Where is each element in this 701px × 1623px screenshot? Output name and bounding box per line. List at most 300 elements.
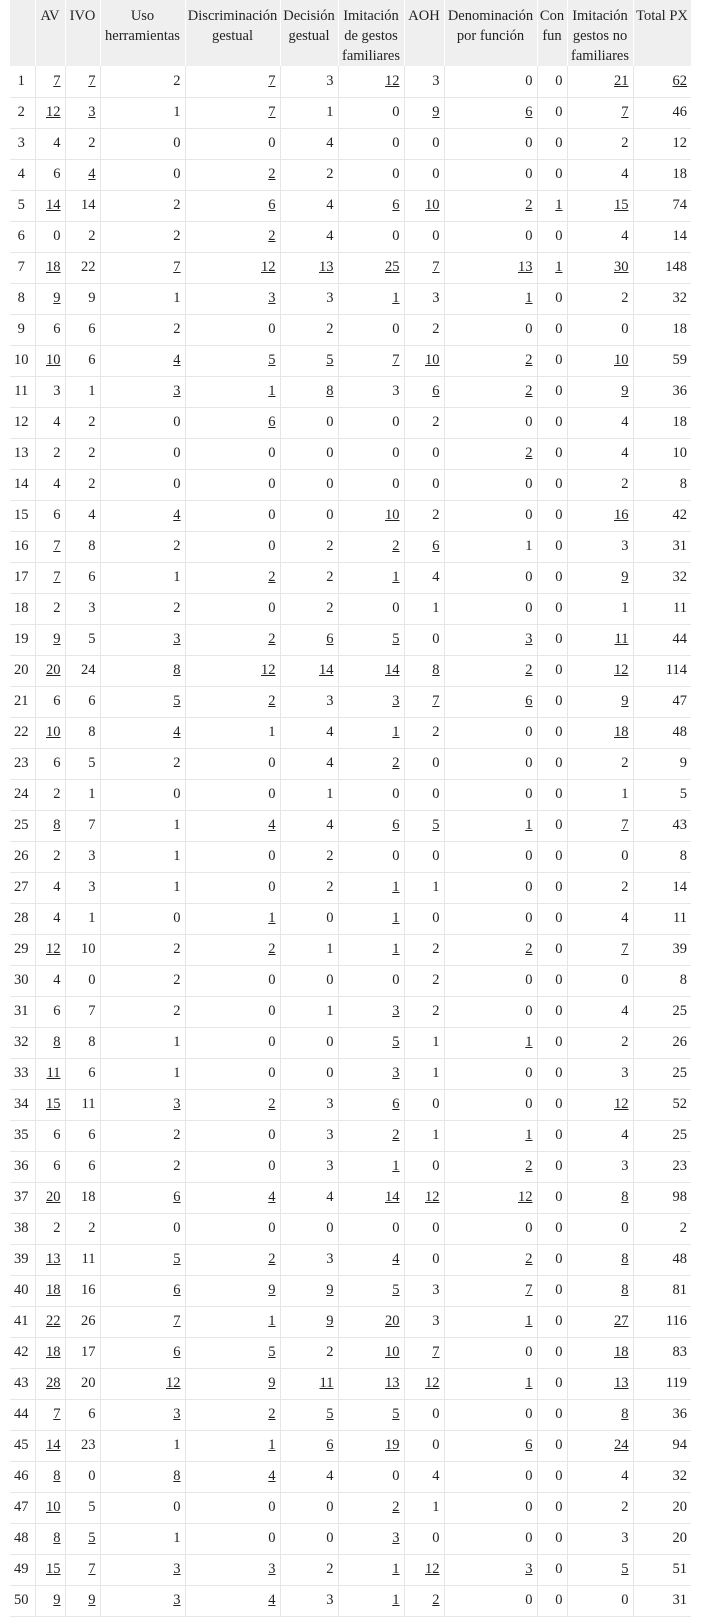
table-cell: 9 xyxy=(35,624,65,655)
table-cell: 7 xyxy=(100,252,185,283)
table-row xyxy=(10,965,691,996)
table-cell: 8 xyxy=(567,1244,633,1275)
table-row xyxy=(10,97,691,128)
table-row xyxy=(10,934,691,965)
table-cell: 22 xyxy=(65,252,100,283)
table-cell: 2 xyxy=(185,562,280,593)
table-cell: 0 xyxy=(100,779,185,810)
table-cell: 2 xyxy=(633,1213,691,1244)
table-row xyxy=(10,159,691,190)
table-cell: 0 xyxy=(537,345,567,376)
table-cell: 4 xyxy=(404,562,444,593)
table-cell: 26 xyxy=(65,1306,100,1337)
table-cell: 9 xyxy=(185,1275,280,1306)
table-cell: 0 xyxy=(338,1461,404,1492)
table-cell: 0 xyxy=(280,407,338,438)
table-cell: 2 xyxy=(338,531,404,562)
table-cell: 2 xyxy=(404,314,444,345)
table-cell: 74 xyxy=(633,190,691,221)
table-cell: 1 xyxy=(338,1151,404,1182)
header-cell-discriminacion-gestual: Discriminación gestual xyxy=(185,0,280,66)
table-cell: 6 xyxy=(404,531,444,562)
table-cell: 7 xyxy=(185,66,280,97)
row-index-cell: 43 xyxy=(10,1368,35,1399)
table-cell: 0 xyxy=(537,500,567,531)
table-cell: 3 xyxy=(185,283,280,314)
table-cell: 6 xyxy=(185,190,280,221)
table-cell: 5 xyxy=(338,1027,404,1058)
table-cell: 0 xyxy=(444,407,537,438)
table-cell: 0 xyxy=(537,779,567,810)
table-cell: 0 xyxy=(404,903,444,934)
table-cell: 2 xyxy=(100,965,185,996)
table-row xyxy=(10,252,691,283)
table-cell: 6 xyxy=(338,1089,404,1120)
table-cell: 2 xyxy=(35,438,65,469)
table-cell: 0 xyxy=(185,438,280,469)
table-cell: 0 xyxy=(567,841,633,872)
row-index-cell: 3 xyxy=(10,128,35,159)
table-cell: 9 xyxy=(567,686,633,717)
table-cell: 51 xyxy=(633,1554,691,1585)
table-row xyxy=(10,1089,691,1120)
table-cell: 0 xyxy=(444,1213,537,1244)
table-cell: 12 xyxy=(404,1182,444,1213)
table-cell: 2 xyxy=(185,1244,280,1275)
table-cell: 7 xyxy=(185,97,280,128)
table-cell: 0 xyxy=(537,686,567,717)
header-cell-con-fun: Con fun xyxy=(537,0,567,66)
table-cell: 28 xyxy=(35,1368,65,1399)
table-cell: 9 xyxy=(280,1275,338,1306)
table-cell: 1 xyxy=(185,903,280,934)
table-cell: 7 xyxy=(35,531,65,562)
table-row xyxy=(10,221,691,252)
table-cell: 0 xyxy=(537,221,567,252)
table-cell: 31 xyxy=(633,531,691,562)
table-cell: 2 xyxy=(567,469,633,500)
table-cell: 0 xyxy=(537,593,567,624)
table-cell: 2 xyxy=(185,159,280,190)
table-row xyxy=(10,1182,691,1213)
table-cell: 14 xyxy=(35,190,65,221)
table-cell: 6 xyxy=(280,624,338,655)
table-cell: 2 xyxy=(404,500,444,531)
table-cell: 8 xyxy=(65,717,100,748)
table-cell: 6 xyxy=(65,686,100,717)
table-cell: 0 xyxy=(185,314,280,345)
table-cell: 0 xyxy=(404,221,444,252)
table-cell: 5 xyxy=(338,1399,404,1430)
table-cell: 0 xyxy=(185,531,280,562)
row-index-cell: 38 xyxy=(10,1213,35,1244)
table-cell: 7 xyxy=(35,66,65,97)
table-cell: 0 xyxy=(280,1027,338,1058)
table-cell: 4 xyxy=(567,438,633,469)
table-cell: 5 xyxy=(567,1554,633,1585)
table-cell: 0 xyxy=(537,872,567,903)
table-cell: 6 xyxy=(35,1120,65,1151)
table-cell: 8 xyxy=(35,1027,65,1058)
table-cell: 4 xyxy=(567,1120,633,1151)
table-cell: 0 xyxy=(404,1151,444,1182)
header-cell-total-px: Total PX xyxy=(633,0,691,66)
table-cell: 0 xyxy=(537,717,567,748)
table-row xyxy=(10,128,691,159)
table-cell: 2 xyxy=(100,996,185,1027)
table-cell: 1 xyxy=(444,1027,537,1058)
table-cell: 1 xyxy=(100,1523,185,1554)
table-cell: 2 xyxy=(444,934,537,965)
table-cell: 2 xyxy=(100,66,185,97)
table-cell: 4 xyxy=(280,221,338,252)
table-cell: 0 xyxy=(444,1399,537,1430)
table-cell: 30 xyxy=(567,252,633,283)
table-cell: 1 xyxy=(338,283,404,314)
table-cell: 2 xyxy=(100,1120,185,1151)
table-cell: 0 xyxy=(444,872,537,903)
table-cell: 0 xyxy=(537,1275,567,1306)
table-cell: 5 xyxy=(65,1523,100,1554)
table-cell: 0 xyxy=(444,128,537,159)
table-cell: 7 xyxy=(65,1554,100,1585)
table-cell: 0 xyxy=(537,996,567,1027)
table-cell: 18 xyxy=(633,407,691,438)
table-cell: 0 xyxy=(338,965,404,996)
row-index-cell: 17 xyxy=(10,562,35,593)
table-cell: 0 xyxy=(185,1151,280,1182)
table-cell: 0 xyxy=(537,1027,567,1058)
table-cell: 46 xyxy=(633,97,691,128)
row-index-cell: 30 xyxy=(10,965,35,996)
table-cell: 2 xyxy=(65,1213,100,1244)
table-cell: 3 xyxy=(280,1244,338,1275)
table-cell: 0 xyxy=(444,1058,537,1089)
header-cell-denominacion-por-funcion: Denominación por función xyxy=(444,0,537,66)
table-cell: 8 xyxy=(35,1461,65,1492)
table-cell: 0 xyxy=(567,1585,633,1616)
table-cell: 10 xyxy=(35,345,65,376)
table-cell: 5 xyxy=(338,624,404,655)
table-cell: 0 xyxy=(567,314,633,345)
table-cell: 11 xyxy=(65,1244,100,1275)
table-cell: 7 xyxy=(35,562,65,593)
table-cell: 2 xyxy=(185,1089,280,1120)
table-cell: 3 xyxy=(338,686,404,717)
table-cell: 10 xyxy=(35,1492,65,1523)
table-cell: 2 xyxy=(65,469,100,500)
table-cell: 2 xyxy=(338,1120,404,1151)
table-cell: 0 xyxy=(185,1058,280,1089)
table-cell: 3 xyxy=(444,1554,537,1585)
table-cell: 0 xyxy=(537,283,567,314)
table-cell: 0 xyxy=(185,965,280,996)
row-index-cell: 19 xyxy=(10,624,35,655)
table-cell: 0 xyxy=(404,841,444,872)
table-cell: 4 xyxy=(567,903,633,934)
table-row xyxy=(10,717,691,748)
table-cell: 2 xyxy=(404,1585,444,1616)
table-row xyxy=(10,903,691,934)
table-cell: 0 xyxy=(444,1461,537,1492)
table-cell: 11 xyxy=(567,624,633,655)
table-cell: 0 xyxy=(444,593,537,624)
header-cell-imitacion-gestos-familiares: Imitación de gestos familiares xyxy=(338,0,404,66)
table-cell: 0 xyxy=(404,469,444,500)
table-cell: 7 xyxy=(444,1275,537,1306)
table-cell: 2 xyxy=(567,748,633,779)
table-cell: 0 xyxy=(444,1089,537,1120)
table-cell: 4 xyxy=(280,1182,338,1213)
table-cell: 6 xyxy=(65,1120,100,1151)
table-cell: 0 xyxy=(280,438,338,469)
table-cell: 7 xyxy=(65,810,100,841)
table-cell: 3 xyxy=(567,1058,633,1089)
table-cell: 3 xyxy=(567,1151,633,1182)
table-cell: 0 xyxy=(444,965,537,996)
table-cell: 0 xyxy=(537,934,567,965)
table-cell: 6 xyxy=(404,376,444,407)
table-cell: 3 xyxy=(280,1151,338,1182)
table-cell: 2 xyxy=(100,314,185,345)
table-cell: 3 xyxy=(444,624,537,655)
table-cell: 6 xyxy=(100,1275,185,1306)
table-cell: 0 xyxy=(338,841,404,872)
table-cell: 0 xyxy=(444,779,537,810)
table-cell: 10 xyxy=(338,1337,404,1368)
table-cell: 0 xyxy=(444,996,537,1027)
table-cell: 9 xyxy=(35,283,65,314)
table-cell: 83 xyxy=(633,1337,691,1368)
table-row xyxy=(10,1151,691,1182)
table-cell: 4 xyxy=(280,748,338,779)
table-cell: 1 xyxy=(338,934,404,965)
table-row xyxy=(10,1399,691,1430)
row-index-cell: 2 xyxy=(10,97,35,128)
row-index-cell: 26 xyxy=(10,841,35,872)
table-cell: 0 xyxy=(444,159,537,190)
table-cell: 2 xyxy=(444,376,537,407)
table-cell: 0 xyxy=(100,1213,185,1244)
table-row xyxy=(10,1585,691,1616)
row-index-cell: 34 xyxy=(10,1089,35,1120)
table-cell: 8 xyxy=(567,1275,633,1306)
table-cell: 5 xyxy=(65,624,100,655)
row-index-cell: 4 xyxy=(10,159,35,190)
table-cell: 4 xyxy=(65,500,100,531)
table-cell: 18 xyxy=(35,1337,65,1368)
table-cell: 4 xyxy=(280,128,338,159)
table-cell: 10 xyxy=(633,438,691,469)
table-cell: 0 xyxy=(444,221,537,252)
table-cell: 0 xyxy=(567,1213,633,1244)
table-cell: 6 xyxy=(280,1430,338,1461)
table-cell: 0 xyxy=(404,1244,444,1275)
table-cell: 3 xyxy=(567,531,633,562)
table-cell: 6 xyxy=(65,562,100,593)
table-cell: 0 xyxy=(338,469,404,500)
table-row xyxy=(10,314,691,345)
table-cell: 1 xyxy=(185,1306,280,1337)
table-cell: 3 xyxy=(65,841,100,872)
table-cell: 4 xyxy=(280,717,338,748)
table-row xyxy=(10,748,691,779)
table-cell: 42 xyxy=(633,500,691,531)
table-cell: 0 xyxy=(444,717,537,748)
table-cell: 2 xyxy=(100,748,185,779)
table-cell: 6 xyxy=(35,1151,65,1182)
table-cell: 0 xyxy=(338,221,404,252)
row-index-cell: 49 xyxy=(10,1554,35,1585)
table-cell: 2 xyxy=(35,1213,65,1244)
table-cell: 0 xyxy=(185,841,280,872)
table-cell: 44 xyxy=(633,624,691,655)
table-cell: 14 xyxy=(65,190,100,221)
table-container xyxy=(10,0,691,1617)
table-row xyxy=(10,1306,691,1337)
table-cell: 2 xyxy=(100,221,185,252)
table-cell: 5 xyxy=(338,1275,404,1306)
table-cell: 2 xyxy=(280,1337,338,1368)
table-cell: 94 xyxy=(633,1430,691,1461)
table-cell: 20 xyxy=(35,1182,65,1213)
table-cell: 0 xyxy=(537,1337,567,1368)
row-index-cell: 7 xyxy=(10,252,35,283)
table-cell: 12 xyxy=(567,655,633,686)
table-cell: 16 xyxy=(65,1275,100,1306)
table-cell: 6 xyxy=(65,1058,100,1089)
table-cell: 0 xyxy=(280,1492,338,1523)
row-index-cell: 9 xyxy=(10,314,35,345)
table-cell: 1 xyxy=(185,1430,280,1461)
table-cell: 1 xyxy=(280,934,338,965)
table-cell: 32 xyxy=(633,562,691,593)
table-cell: 0 xyxy=(280,1058,338,1089)
table-cell: 8 xyxy=(633,469,691,500)
table-cell: 0 xyxy=(444,748,537,779)
table-cell: 19 xyxy=(338,1430,404,1461)
table-cell: 2 xyxy=(280,841,338,872)
table-row xyxy=(10,686,691,717)
table-cell: 3 xyxy=(100,1399,185,1430)
table-cell: 9 xyxy=(404,97,444,128)
table-cell: 4 xyxy=(35,965,65,996)
table-cell: 1 xyxy=(65,779,100,810)
table-cell: 59 xyxy=(633,345,691,376)
table-cell: 3 xyxy=(280,66,338,97)
table-cell: 1 xyxy=(100,97,185,128)
table-cell: 12 xyxy=(185,252,280,283)
table-row xyxy=(10,1027,691,1058)
table-cell: 7 xyxy=(65,66,100,97)
table-cell: 1 xyxy=(537,252,567,283)
table-cell: 0 xyxy=(537,159,567,190)
table-cell: 11 xyxy=(65,1089,100,1120)
table-cell: 1 xyxy=(444,1306,537,1337)
table-cell: 12 xyxy=(404,1554,444,1585)
table-cell: 26 xyxy=(633,1027,691,1058)
table-row xyxy=(10,1213,691,1244)
table-cell: 5 xyxy=(404,810,444,841)
table-cell: 1 xyxy=(280,996,338,1027)
table-cell: 2 xyxy=(444,1151,537,1182)
table-row xyxy=(10,376,691,407)
row-index-cell: 14 xyxy=(10,469,35,500)
table-cell: 3 xyxy=(338,996,404,1027)
table-cell: 0 xyxy=(444,1585,537,1616)
table-cell: 0 xyxy=(185,469,280,500)
table-row xyxy=(10,531,691,562)
table-cell: 3 xyxy=(65,872,100,903)
table-row xyxy=(10,190,691,221)
table-cell: 20 xyxy=(633,1492,691,1523)
table-cell: 43 xyxy=(633,810,691,841)
table-cell: 0 xyxy=(537,1306,567,1337)
table-cell: 4 xyxy=(35,903,65,934)
table-cell: 0 xyxy=(338,314,404,345)
table-cell: 4 xyxy=(404,1461,444,1492)
table-cell: 0 xyxy=(537,1523,567,1554)
table-cell: 3 xyxy=(65,593,100,624)
table-cell: 2 xyxy=(567,1492,633,1523)
table-cell: 0 xyxy=(404,1213,444,1244)
table-cell: 0 xyxy=(537,1399,567,1430)
table-cell: 14 xyxy=(633,221,691,252)
table-cell: 4 xyxy=(35,128,65,159)
table-cell: 4 xyxy=(100,500,185,531)
table-cell: 8 xyxy=(633,965,691,996)
table-cell: 0 xyxy=(100,903,185,934)
table-cell: 4 xyxy=(567,159,633,190)
table-cell: 0 xyxy=(537,841,567,872)
table-cell: 2 xyxy=(65,407,100,438)
table-row xyxy=(10,345,691,376)
row-index-cell: 35 xyxy=(10,1120,35,1151)
table-row xyxy=(10,624,691,655)
table-cell: 3 xyxy=(280,1120,338,1151)
row-index-cell: 18 xyxy=(10,593,35,624)
table-cell: 0 xyxy=(338,128,404,159)
table-cell: 18 xyxy=(567,1337,633,1368)
row-index-cell: 27 xyxy=(10,872,35,903)
table-cell: 6 xyxy=(100,1337,185,1368)
table-cell: 5 xyxy=(185,1337,280,1368)
table-cell: 0 xyxy=(444,1523,537,1554)
table-cell: 0 xyxy=(404,748,444,779)
table-cell: 24 xyxy=(65,655,100,686)
table-cell: 0 xyxy=(100,159,185,190)
table-cell: 4 xyxy=(35,872,65,903)
table-cell: 13 xyxy=(567,1368,633,1399)
table-cell: 15 xyxy=(35,1089,65,1120)
row-index-cell: 6 xyxy=(10,221,35,252)
table-cell: 8 xyxy=(65,531,100,562)
table-cell: 25 xyxy=(633,1058,691,1089)
table-cell: 2 xyxy=(65,221,100,252)
row-index-cell: 36 xyxy=(10,1151,35,1182)
row-index-cell: 23 xyxy=(10,748,35,779)
table-cell: 13 xyxy=(338,1368,404,1399)
row-index-cell: 8 xyxy=(10,283,35,314)
table-cell: 0 xyxy=(280,965,338,996)
table-cell: 5 xyxy=(100,686,185,717)
table-cell: 4 xyxy=(567,1461,633,1492)
table-cell: 6 xyxy=(35,686,65,717)
table-cell: 98 xyxy=(633,1182,691,1213)
table-cell: 0 xyxy=(537,1430,567,1461)
row-index-cell: 40 xyxy=(10,1275,35,1306)
table-row xyxy=(10,1461,691,1492)
